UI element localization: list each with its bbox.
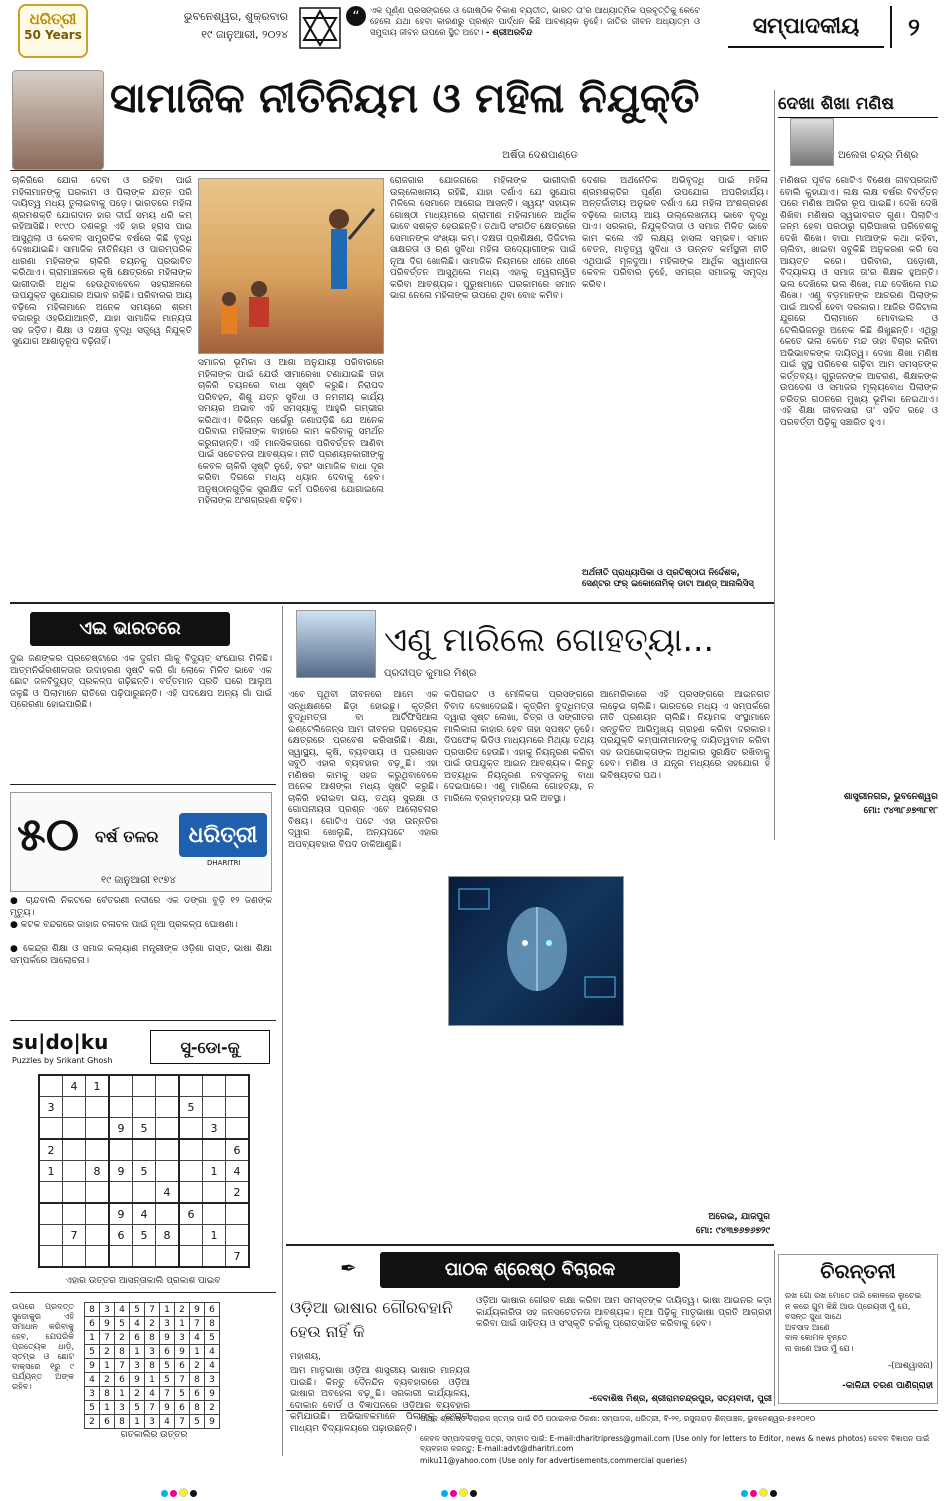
sudoku-row	[39, 1161, 249, 1182]
solution-cell: 1	[85, 1331, 100, 1345]
contact-line-3: miku11@yahoo.com (Use only for advertisements,commercial queries)	[420, 1456, 688, 1465]
solution-cell: 1	[190, 1345, 205, 1359]
logo-badge: 50 Years	[24, 28, 82, 42]
sudoku-row	[39, 1075, 249, 1097]
sudoku-cell	[86, 1097, 110, 1118]
sudoku-cell	[39, 1246, 63, 1268]
solution-cell: 5	[130, 1303, 145, 1317]
sudoku-cell: 2	[39, 1139, 63, 1161]
solution-cell: 2	[115, 1331, 130, 1345]
sudoku-cell	[133, 1139, 156, 1161]
ai-headline: ଏଣୁ ମାରିଲେ ଗୋହତ୍ୟା...	[384, 620, 714, 659]
section-title: ସମ୍ପାଦକୀୟ	[728, 6, 884, 48]
sudoku-row	[39, 1246, 249, 1268]
sudoku-cell	[203, 1139, 226, 1161]
sudoku-cell	[109, 1246, 133, 1268]
solution-cell: 6	[100, 1415, 115, 1429]
sudoku-cell: 8	[156, 1225, 180, 1246]
solution-cell: 3	[175, 1331, 190, 1345]
solution-row	[85, 1401, 220, 1415]
sudoku-cell	[156, 1203, 180, 1225]
sudoku-cell	[203, 1182, 226, 1204]
solution-grid	[84, 1302, 220, 1429]
solution-cell: 7	[160, 1387, 175, 1401]
solution-cell: 3	[115, 1401, 130, 1415]
solution-cell: 2	[190, 1359, 205, 1373]
sudoku-row	[39, 1225, 249, 1246]
sudoku-cell	[203, 1075, 226, 1097]
chirantani-title: ଚିରନ୍ତନୀ	[820, 1259, 896, 1283]
sudoku-cell	[63, 1097, 86, 1118]
star-emblem-icon	[298, 6, 342, 50]
solution-cell: 2	[130, 1387, 145, 1401]
sudoku-cell	[179, 1118, 203, 1140]
right-phone: ମୋ: ୯୪୩୮୬୭୩୮୧୮	[863, 806, 938, 816]
solution-cell: 6	[85, 1317, 100, 1331]
author-photo-alekh	[790, 118, 834, 166]
sudoku-cell: 7	[226, 1246, 250, 1268]
sudoku-row	[39, 1203, 249, 1225]
solution-cell: 5	[190, 1415, 205, 1429]
sudoku-cell	[39, 1075, 63, 1097]
solution-cell: 9	[85, 1359, 100, 1373]
chirantani-source: -(ଆଶ୍ୱାସନା)	[888, 1361, 933, 1371]
sudoku-cell	[156, 1246, 180, 1268]
registration-marks-center	[440, 1482, 478, 1501]
sudoku-logo: su|do|ku	[12, 1030, 109, 1054]
sudoku-cell	[39, 1182, 63, 1204]
sudoku-cell: 4	[226, 1161, 250, 1182]
right-author: ଅଲେଖ ଚନ୍ଦ୍ର ମିଶ୍ର	[838, 150, 919, 161]
sudoku-cell	[39, 1118, 63, 1140]
solution-cell: 1	[175, 1317, 190, 1331]
solution-cell: 3	[160, 1317, 175, 1331]
fifty-item-3: ● କେନ୍ଦ୍ର ଶିକ୍ଷା ଓ ସମାଜ କଲ୍ୟାଣ ମନ୍ତ୍ରୀଙ୍କ ଓଡ଼ିଶା ଗସ୍ତ, ଭାଷା ଶିକ୍ଷା ସମ୍ପର୍କରେ ଆଲୋଚନା।	[10, 944, 272, 966]
solution-cell: 5	[130, 1401, 145, 1415]
ai-credit: ଅରେଇ, ଯାଜପୁର	[708, 1212, 770, 1222]
sudoku-row	[39, 1139, 249, 1161]
sudoku-row	[39, 1182, 249, 1204]
solution-cell: 5	[175, 1387, 190, 1401]
solution-cell: 2	[100, 1345, 115, 1359]
solution-cell: 8	[100, 1387, 115, 1401]
solution-cell: 5	[205, 1331, 220, 1345]
solution-cell: 6	[115, 1373, 130, 1387]
solution-cell: 7	[175, 1373, 190, 1387]
sudoku-cell: 4	[133, 1203, 156, 1225]
solution-cell: 9	[160, 1331, 175, 1345]
sudoku-cell: 3	[39, 1097, 63, 1118]
sudoku-cell	[179, 1075, 203, 1097]
solution-cell: 4	[115, 1303, 130, 1317]
solution-cell: 4	[145, 1387, 160, 1401]
solution-cell: 3	[145, 1345, 160, 1359]
solution-cell: 1	[115, 1387, 130, 1401]
sudoku-cell	[156, 1161, 180, 1182]
sudoku-cell	[39, 1225, 63, 1246]
sudoku-cell	[156, 1118, 180, 1140]
solution-row	[85, 1317, 220, 1331]
solution-cell: 3	[130, 1359, 145, 1373]
sudoku-cell	[179, 1139, 203, 1161]
fifty-item-2: ● କଟକ ବନ୍ଦରରେ ଜାହାଜ ଚଳାଚଳ ପାଇଁ ନୂଆ ପ୍ରକଳ୍ପ ଘୋଷଣା।	[10, 920, 238, 930]
sudoku-cell: 1	[86, 1075, 110, 1097]
author-photo-pradipta	[296, 610, 376, 678]
sudoku-cell: 5	[133, 1161, 156, 1182]
solution-cell: 2	[175, 1303, 190, 1317]
sudoku-cell	[179, 1161, 203, 1182]
solution-cell: 4	[190, 1331, 205, 1345]
chirantani-poem: ରଖ ଗୋ ରଖ ମୋତେ ତାରି କୋଳରେ ଲୁଚେଇ ନ କରେ ଗୁମ କିଛି ଆଉ ପ୍ରେୟସୀ ମୁଁ ଯେ, ବସନ୍ତ ସୁଧା ସାଥେ ଅବସାଦ ଆଣେ ବାଳ କୋମଳ ବୃନ୍ତେ ନା ଜାଣେ ଆଉ ମୁଁ ଯେ।	[785, 1291, 922, 1353]
solution-cell: 5	[160, 1373, 175, 1387]
fifty-date: ୧୯ ଜାନୁଆରୀ ୧୯୭୪	[101, 875, 176, 886]
sudoku-cell	[63, 1182, 86, 1204]
solution-cell: 9	[175, 1345, 190, 1359]
solution-cell: 4	[160, 1415, 175, 1429]
pathaka-salutation: ମହାଶୟ,	[290, 1352, 322, 1362]
lead-col-2: ସମାଜର ଭୂମିକା ଓ ଆଶା ଅନୁଯାୟୀ ପରିବାରରେ ମହିଳାଙ୍କ ପାଇଁ ଯେଉଁ ସୀମାରେଖା ଟଣାଯାଇଛି ତାହା ଚାକିରି ଚୟନରେ ବାଧା ସୃଷ୍ଟି କରୁଛି। ନିରାପଦ ପରିବହନ, ଶିଶୁ ଯତ୍ନ ସୁବିଧା ଓ ନମନୀୟ କାର୍ଯ୍ୟ ସମୟର ଅଭାବ ଏହି ସମସ୍ୟାକୁ ଆହୁରି ଗମ୍ଭୀର କରିଥାଏ। ବିଭିନ୍ନ ସର୍ଭେରୁ ଜଣାପଡ଼ିଛି ଯେ ଅନେକ ପରିବାର ମହିଳାଙ୍କ ବାହାରେ କାମ କରିବାକୁ ସମର୍ଥନ କରୁନାହାନ୍ତି। ଏହି ମାନସିକତାରେ ପରିବର୍ତ୍ତନ ଆଣିବା ପାଇଁ ସଚେତନତା ଆବଶ୍ୟକ। ନୀତି ପ୍ରଣୟନକାରୀଙ୍କୁ କେବଳ ଚାକିରି ସୃଷ୍ଟି ନୁହେଁ, ବରଂ ସାମାଜିକ ବାଧା ଦୂର କରିବା ଦିଗରେ ମଧ୍ୟ ଧ୍ୟାନ ଦେବାକୁ ହେବ। ଅନୁଷ୍ଠାନଗୁଡ଼ିକ ସୁରକ୍ଷିତ କର୍ମ ପରିବେଶ ଯୋଗାଇଲେ ମହିଳାଙ୍କ ଅଂଶଗ୍ରହଣ ବଢ଼ିବ।	[198, 358, 384, 506]
sudoku-grid	[38, 1074, 250, 1268]
ai-col-1: ଏବେ ପୃଥିବୀ ଜୀବନରେ ଆମେ ଏକ ସନ୍ଧିକ୍ଷଣରେ ଛିଡ଼ା ହୋଇଛୁ। କୃତ୍ରିମ ବୁଦ୍ଧିମତ୍ତା ବା ଆର୍ଟିଫିସିଆଲ ଇଣ୍ଟେଲିଜେନ୍ସ ଆମ ଜୀବନର ପ୍ରତ୍ୟେକ କ୍ଷେତ୍ରରେ ପ୍ରବେଶ କରିସାରିଛି। ଶିକ୍ଷା, ସ୍ୱାସ୍ଥ୍ୟ, କୃଷି, ବ୍ୟବସାୟ ଓ ପ୍ରଶାସନ ସବୁଠି ଏହାର ବ୍ୟବହାର ବଢ଼ୁଛି। ଏହା ମଣିଷର କାମକୁ ସହଜ କରୁଥିବାବେଳେ ଅନେକ ଆଶଙ୍କା ମଧ୍ୟ ସୃଷ୍ଟି କରୁଛି। ଚାକିରି ହରାଇବା ଭୟ, ତଥ୍ୟ ସୁରକ୍ଷା ଓ ଗୋପନୀୟତା ପ୍ରଶ୍ନ ଏବେ ଆଲୋଚନାର ବିଷୟ। ଗୋଟିଏ ପଟେ ଏହା ଉନ୍ନତିର ଦ୍ୱାର ଖୋଲୁଛି, ଅନ୍ୟପଟେ ଏହାର ଅପବ୍ୟବହାର ବିପଦ ଡାକିଆଣୁଛି।	[288, 690, 438, 850]
sudoku-cell	[179, 1246, 203, 1268]
solution-cell: 9	[205, 1387, 220, 1401]
solution-cell: 6	[190, 1387, 205, 1401]
solution-cell: 3	[205, 1373, 220, 1387]
sudoku-cell: 9	[109, 1161, 133, 1182]
sudoku-cell: 5	[133, 1225, 156, 1246]
sudoku-cell	[63, 1161, 86, 1182]
sudoku-cell	[226, 1225, 250, 1246]
sudoku-cell	[133, 1182, 156, 1204]
sudoku-cell	[63, 1203, 86, 1225]
solution-cell: 3	[145, 1415, 160, 1429]
solution-grid-wrap	[84, 1302, 220, 1429]
sudoku-cell: 9	[109, 1118, 133, 1140]
sudoku-cell: 3	[203, 1118, 226, 1140]
sudoku-cell	[203, 1097, 226, 1118]
solution-cell: 9	[160, 1401, 175, 1415]
sudoku-cell: 1	[203, 1225, 226, 1246]
solution-cell: 7	[100, 1331, 115, 1345]
sudoku-cell	[133, 1246, 156, 1268]
sudoku-cell: 1	[39, 1161, 63, 1182]
solution-cell: 2	[205, 1401, 220, 1415]
lead-col-3: ରୋଜଗାର ଯୋଜନାରେ ମହିଳାଙ୍କ ଭାଗୀଦାରି ଉଲ୍ଲେଖନୀୟ ରହିଛି, ଯାହା ଦର୍ଶାଏ ଯେ ସୁଯୋଗ ମିଳିଲେ ସେମାନେ ଆଗେଇ ଆସନ୍ତି। ସ୍ୱୟଂ ସହାୟକ ଗୋଷ୍ଠୀ ମାଧ୍ୟମରେ ଗ୍ରାମୀଣ ମହିଳାମାନେ ଆର୍ଥିକ ଭାବେ ସଶକ୍ତ ହେଉଛନ୍ତି। ତଥାପି ସଂଗଠିତ କ୍ଷେତ୍ରରେ ସେମାନଙ୍କ ସଂଖ୍ୟା କମ୍। ଦକ୍ଷତା ପ୍ରଶିକ୍ଷଣ, ଡିଜିଟାଲ ସାକ୍ଷରତା ଓ ଋଣ ସୁବିଧା ମହିଳା ଉଦ୍ୟୋଗୀଙ୍କ ପାଇଁ ନୂଆ ଦିଗ ଖୋଲିଛି। ସାମାଜିକ ନିୟମରେ ଧୀରେ ଧୀରେ ପରିବର୍ତ୍ତନ ଆସୁଥିଲେ ମଧ୍ୟ ଏହାକୁ ତ୍ୱରାନ୍ୱିତ କରିବା ଆବଶ୍ୟକ। ପୁରୁଷମାନେ ଘରକାମରେ ସମାନ ଭାଗ ନେଲେ ମହିଳାଙ୍କ ଉପରେ ଥିବା ବୋଝ କମିବ।	[390, 176, 576, 301]
ai-col-2b	[444, 1032, 770, 1222]
solution-row	[85, 1303, 220, 1317]
sudoku-cell	[63, 1139, 86, 1161]
solution-cell: 1	[130, 1415, 145, 1429]
sudoku-cell	[133, 1075, 156, 1097]
solution-cell: 7	[175, 1415, 190, 1429]
sudoku-cell	[109, 1182, 133, 1204]
masthead-city-day: ଭୁବନେଶ୍ୱର, ଶୁକ୍ରବାର	[183, 10, 288, 23]
solution-row	[85, 1415, 220, 1429]
masthead-quote: ଏକ ପୂର୍ଣ୍ଣ ପ୍ରସଙ୍ଗରେ ଓ ଗୋଷ୍ଠିକ ବିକାଶ ବ୍ୟତୀତ, ଭାରତ ତା'ର ଆଧ୍ୟାତ୍ମିକ ପ୍ରବୃତ୍ତିକୁ କେବେ ହେଲେ ଯଥା ହେବା କାରଣରୁ ପ୍ରଶ୍ନ ପାର୍ଦ୍ଧନ କିଛି ଆବଶ୍ୟକ ନୁହେଁ। ଜାତିର ଜୀବନ ଅଧ୍ୟାତ୍ମ ଓ ସମୁଦାୟ ଜୀବନ ଉପରେ ସ୍ଥିତ ଅଟେ। - ଶ୍ରୀଅରବିନ୍ଦ	[370, 6, 700, 38]
sudoku-cell: 6	[226, 1139, 250, 1161]
fifty-years-box	[10, 792, 272, 892]
solution-cell: 5	[160, 1359, 175, 1373]
women-labour-photo	[198, 178, 384, 354]
sudoku-cell	[86, 1203, 110, 1225]
sudoku-cell	[86, 1225, 110, 1246]
solution-cell: 9	[205, 1415, 220, 1429]
sudoku-cell	[86, 1118, 110, 1140]
sudoku-cell	[203, 1203, 226, 1225]
sudoku-title: ସୁ-ଡୋ-କୁ	[150, 1030, 270, 1064]
right-credit: ଶାସ୍ତ୍ରୀନଗର, ଭୁବନେଶ୍ୱର	[843, 792, 938, 802]
sudoku-cell	[156, 1097, 180, 1118]
right-body: ମଣିଷର ପୂର୍ବଜ ଗୋଟିଏ ବିଶେଷ ଜୀବପ୍ରଜାତି ବୋଲି କୁହାଯାଏ। ଲକ୍ଷ ଲକ୍ଷ ବର୍ଷର ବିବର୍ତ୍ତନ ପରେ ମଣିଷ ଆଜିର ରୂପ ପାଇଛି। ଦେଖି ଦେଖି ଶିଖିବା ମଣିଷର ସ୍ୱଭାବଗତ ଗୁଣ। ପିଲାଟିଏ ଜନ୍ମ ହେବା ପରଠାରୁ ଚାରିପାଖର ପରିବେଶକୁ ଦେଖି ଶିଖେ। ବାପା ମାଆଙ୍କ କଥା କହିବା, ଚାଲିବା, ଖାଇବା ସବୁକିଛି ଅନୁକରଣ କରି ସେ ଆୟତ୍ତ କରେ। ପରିବାର, ପଡ଼ୋଶୀ, ବିଦ୍ୟାଳୟ ଓ ସମାଜ ତା'ର ଶିକ୍ଷକ ହୁଅନ୍ତି। ଭଲ ଦେଖିଲେ ଭଲ ଶିଖେ, ମନ୍ଦ ଦେଖିଲେ ମନ୍ଦ ଶିଖେ। ଏଣୁ ବଡ଼ମାନଙ୍କ ଆଚରଣ ପିଲାଙ୍କ ପାଇଁ ଆଦର୍ଶ ହେବା ଦରକାର। ଆଜିର ଡିଜିଟାଲ ଯୁଗରେ ପିଲାମାନେ ମୋବାଇଲ ଓ ଟେଲିଭିଜନରୁ ଅନେକ କିଛି ଶିଖୁଛନ୍ତି। ଏଥିରୁ କେତେ ଭଲ କେତେ ମନ୍ଦ ତାହା ବିଚାର କରିବା ଅଭିଭାବକଙ୍କ ଦାୟିତ୍ୱ। ଦେଖା ଶିଖା ମଣିଷ ପାଇଁ ସୁସ୍ଥ ପରିବେଶ ଗଢ଼ିବା ଆମ ସମସ୍ତଙ୍କ କର୍ତ୍ତବ୍ୟ। ଗୁରୁଜନଙ୍କ ଆଚରଣ, ଶିକ୍ଷକଙ୍କ ଉପଦେଶ ଓ ସମାଜର ମୂଲ୍ୟବୋଧ ପିଲାଙ୍କ ଚରିତ୍ର ଗଠନରେ ମୁଖ୍ୟ ଭୂମିକା ନେଇଥାଏ। ଏହି ଶିକ୍ଷା ଜୀବନସାରା ତା' ସହିତ ରହେ ଓ ପରବର୍ତ୍ତୀ ପିଢ଼ିକୁ ସଞ୍ଚାରିତ ହୁଏ।	[780, 176, 938, 428]
contact-line-1: ପାଠକ ଶ୍ରେଷ୍ଠ ବିଚାରକ ସ୍ତମ୍ଭ ପାଇଁ ଚିଠି ପଠାଇବାର ଠିକଣା: ସମ୍ପାଦକ, ଧରିତ୍ରୀ, ବି-୨୧, ରସୁଲଗଡ଼ ଶିଳ୍ପାଞ୍ଚଳ, ଭୁବନେଶ୍ୱର-୭୫୧୦୧୦	[420, 1414, 816, 1423]
solution-cell: 2	[145, 1317, 160, 1331]
solution-cell: 4	[85, 1373, 100, 1387]
sudoku-cell	[86, 1139, 110, 1161]
sudoku-cell: 6	[179, 1203, 203, 1225]
solution-cell: 6	[205, 1303, 220, 1317]
sudoku-cell	[179, 1225, 203, 1246]
sudoku-cell	[226, 1203, 250, 1225]
fifty-label: ବର୍ଷ ତଳର	[95, 827, 159, 846]
solution-cell: 1	[130, 1345, 145, 1359]
quote-author: - ଶ୍ରୀଅରବିନ୍ଦ	[485, 28, 533, 38]
solution-intro: ଉପରେ ପ୍ରଦତ୍ତ ସୁଡୋକୁର ଏହି ସମାଧାନ କରିବାକୁ ହେବ, ଯେପରିକି ପ୍ରତ୍ୟେକ ଧାଡ଼ି, ସ୍ତମ୍ଭ ଓ ଛୋଟ ବାକ୍ସରେ ୧ରୁ ୯ ପର୍ଯ୍ୟନ୍ତ ଅଙ୍କ ରହିବ।	[12, 1302, 74, 1391]
solution-cell: 8	[115, 1345, 130, 1359]
quote-icon: “	[346, 6, 366, 26]
solution-cell: 7	[145, 1401, 160, 1415]
solution-caption: ଗତକାଲିର ଉତ୍ତର	[120, 1430, 188, 1440]
solution-row	[85, 1345, 220, 1359]
solution-cell: 5	[115, 1317, 130, 1331]
solution-cell: 9	[130, 1373, 145, 1387]
sudoku-cell	[109, 1097, 133, 1118]
ei-bharatare-body: ଦୁଇ ଜଣଙ୍କର ପ୍ରଚେଷ୍ଟାରେ ଏକ ଦୁର୍ଗମ ଗାଁକୁ ବିଦ୍ୟୁତ୍ ସଂଯୋଗ ମିଳିଛି। ଆତ୍ମନିର୍ଭରଶୀଳତାର ଉଦାହରଣ ସୃଷ୍ଟି କରି ଗାଁ ଲୋକେ ମିଳିତ ଭାବେ ଏକ ଛୋଟ ଜଳବିଦ୍ୟୁତ୍ ପ୍ରକଳ୍ପ ଗଢ଼ିଛନ୍ତି। ବର୍ତ୍ତମାନ ପ୍ରତି ଘରେ ଆଲୁଅ ଜଳୁଛି ଓ ପିଲାମାନେ ରାତିରେ ପଢ଼ିପାରୁଛନ୍ତି। ଏହି ପଦକ୍ଷେପ ଅନ୍ୟ ଗାଁ ପାଇଁ ପ୍ରେରଣା ହୋଇପାରିଛି।	[10, 654, 272, 710]
right-headline: ଦେଖା ଶିଖା ମଣିଷ	[778, 94, 938, 118]
pathaka-headline: ଓଡ଼ିଆ ଭାଷାର ଗୌରବହାନି ହେଉ ନାହିଁ କି	[290, 1298, 453, 1341]
sudoku-byline: Puzzles by Srikant Ghosh	[12, 1056, 113, 1065]
author-photo-arshita	[12, 70, 104, 170]
solution-cell: 6	[160, 1345, 175, 1359]
sudoku-cell	[226, 1075, 250, 1097]
lead-col-1: ଚାକିରିରେ ଯୋଗ ଦେବା ଓ ରହିବା ପାଇଁ ମହିଳାମାନଙ୍କୁ ଘରକାମ ଓ ପିଲାଙ୍କ ଯତ୍ନ ପରି ଦାୟିତ୍ୱ ମଧ୍ୟ ତୁଲାଇବାକୁ ପଡ଼େ। ଭାରତରେ ମହିଳା ଶ୍ରମଶକ୍ତି ଯୋଗଦାନ ହାର ଦୀର୍ଘ ସମୟ ଧରି କମ୍ ରହିଆସିଛି। ୧୯୯୦ ଦଶକରୁ ଏହି ହାର ହ୍ରାସ ପାଇ ଆସୁଥିଲା ଓ କେବଳ ସାମ୍ପ୍ରତିକ ବର୍ଷରେ କିଛି ବୃଦ୍ଧି ଦେଖାଯାଇଛି। ସାମାଜିକ ନୀତିନିୟମ ଓ ପାରମ୍ପରିକ ଧାରଣା ମହିଳାଙ୍କ ଚାକିରି ଚୟନକୁ ପ୍ରଭାବିତ କରିଥାଏ। ଗ୍ରାମାଞ୍ଚଳରେ କୃଷି କ୍ଷେତ୍ରରେ ମହିଳାଙ୍କ ଭାଗୀଦାରି ଅଧିକ ହେଉଥିବାବେଳେ ସହରାଞ୍ଚଳରେ ଉପଯୁକ୍ତ ସୁଯୋଗର ଅଭାବ ରହିଛି। ପରିବାରର ଆୟ ବଢ଼ିଲେ ମହିଳାମାନେ ଅନେକ ସମୟରେ ଶ୍ରମ ବଜାରରୁ ଓହରିଯାଆନ୍ତି, ଯାହା ସାମାଜିକ ମାନ୍ୟତା ସହ ଜଡ଼ିତ। ଶିକ୍ଷା ଓ ଦକ୍ଷତା ବୃଦ୍ଧି ସତ୍ତ୍ୱେ ନିଯୁକ୍ତି ସୁଯୋଗ ଆଶାନୁରୂପ ବଢ଼ିନାହିଁ।	[12, 176, 192, 347]
solution-cell: 6	[175, 1401, 190, 1415]
solution-cell: 1	[100, 1401, 115, 1415]
solution-cell: 4	[205, 1359, 220, 1373]
sudoku-cell	[109, 1139, 133, 1161]
solution-cell: 1	[100, 1359, 115, 1373]
ai-phone: ମୋ: ୯୪୩୭୬୭୬୭୨୯	[695, 1226, 770, 1236]
solution-cell: 8	[145, 1359, 160, 1373]
sudoku-cell: 6	[109, 1225, 133, 1246]
solution-row	[85, 1373, 220, 1387]
sudoku-cell	[86, 1246, 110, 1268]
solution-cell: 3	[85, 1387, 100, 1401]
ei-bharatare-banner: ଏଇ ଭାରତରେ	[30, 612, 230, 646]
sudoku-cell	[63, 1118, 86, 1140]
lead-headline: ସାମାଜିକ ନୀତିନିୟମ ଓ ମହିଳା ନିଯୁକ୍ତି	[110, 74, 700, 122]
sudoku-cell: 7	[63, 1225, 86, 1246]
solution-cell: 7	[145, 1303, 160, 1317]
pathaka-col-1: ଆମ ମାତୃଭାଷା ଓଡ଼ିଆ ଶାସ୍ତ୍ରୀୟ ଭାଷାର ମାନ୍ୟତା ପାଇଛି। କିନ୍ତୁ ଦୈନନ୍ଦିନ ବ୍ୟବହାରରେ ଓଡ଼ିଆ ଭାଷାର ଅବହେଳା ବଢ଼ୁଛି। ସରକାରୀ କାର୍ଯ୍ୟାଳୟ, ଦୋକାନ ବୋର୍ଡ ଓ ବିଜ୍ଞାପନରେ ଓଡ଼ିଆର ବ୍ୟବହାର କମିଯାଉଛି। ଅଭିଭାବକମାନେ ପିଲାଙ୍କୁ ଇଂରାଜୀ ମାଧ୍ୟମ ବିଦ୍ୟାଳୟରେ ପଢ଼ାଉଛନ୍ତି।	[290, 1366, 470, 1434]
solution-cell: 1	[160, 1303, 175, 1317]
solution-cell: 1	[145, 1373, 160, 1387]
sudoku-cell	[109, 1075, 133, 1097]
sudoku-note: ଏହାର ଉତ୍ତର ଆସନ୍ତାକାଲି ପ୍ରକାଶ ପାଇବ	[65, 1276, 221, 1286]
sudoku-cell	[39, 1203, 63, 1225]
sudoku-cell	[203, 1246, 226, 1268]
fifty-number: ୫୦	[17, 807, 80, 861]
fifty-brand-sub: DHARITRI	[207, 859, 241, 867]
sudoku-cell	[86, 1182, 110, 1204]
sudoku-cell	[156, 1075, 180, 1097]
solution-cell: 2	[85, 1415, 100, 1429]
solution-cell: 4	[130, 1317, 145, 1331]
solution-cell: 8	[190, 1373, 205, 1387]
chirantani-box	[778, 1254, 938, 1404]
solution-cell: 2	[100, 1373, 115, 1387]
ai-face-image	[448, 876, 624, 1026]
fifty-brand: ଧରିତ୍ରୀ	[179, 813, 267, 857]
pen-icon: ✒	[340, 1256, 357, 1280]
masthead-date: ୧୯ ଜାନୁଆରୀ, ୨୦୨୪	[201, 28, 288, 41]
solution-cell: 8	[145, 1331, 160, 1345]
lead-credit: ଅର୍ଥନୀତି ପ୍ରାଧ୍ୟାପିକା ଓ ପ୍ରତିଷ୍ଠାତା ନିର୍ଦ୍ଦେଶକ, ସେଣ୍ଟର ଫର୍ ଇକୋନୋମିକ୍ ଡାଟା ଆଣ୍ଡ୍ ଆନାଲିସିସ୍	[582, 568, 754, 589]
chirantani-poet: -କାଳିନ୍ଦୀ ଚରଣ ପାଣିଗ୍ରାହୀ	[842, 1381, 933, 1391]
sudoku-cell: 8	[86, 1161, 110, 1182]
solution-cell: 8	[205, 1317, 220, 1331]
sudoku-grid-wrap	[38, 1074, 250, 1268]
solution-cell: 5	[85, 1401, 100, 1415]
solution-cell: 9	[100, 1317, 115, 1331]
sudoku-cell: 5	[179, 1097, 203, 1118]
solution-cell: 4	[205, 1345, 220, 1359]
ai-col-3: ଆମେରିକାରେ ଏହି ପ୍ରସଙ୍ଗରେ ଆଇନଗତ ଲଢ଼େଇ ଚାଲିଛି। ଭାରତରେ ମଧ୍ୟ ଏ ସମ୍ପର୍କରେ ନୀତି ପ୍ରଣୟନ ଚାଲିଛି। ନିୟାମକ ସଂସ୍ଥାମାନେ ସନ୍ତୁଳିତ ଆଭିମୁଖ୍ୟ ଗ୍ରହଣ କରିବା ଦରକାର। ପ୍ରଯୁକ୍ତି କମ୍ପାନୀମାନଙ୍କୁ ଦାୟିତ୍ୱବାନ କରିବା ସହ ଉପଭୋକ୍ତାଙ୍କ ଅଧିକାର ସୁରକ୍ଷିତ ରଖିବାକୁ ହେବ। ମଣିଷ ଓ ଯନ୍ତ୍ର ମଧ୍ୟରେ ସହଯୋଗ ହିଁ ଭବିଷ୍ୟତର ପଥ।	[600, 690, 770, 781]
contact-line-2: କେବଳ ସମ୍ପାଦକଙ୍କୁ ପତ୍ର, ସମ୍ବାଦ ପାଇଁ: E-mail:dharitripress@gmail.com (Use only for letters to Editor, news & news photos) କେବଳ ବିଜ୍ଞାପନ ପାଇଁ ବ୍ୟବହାର କରନ୍ତୁ: E-mail:advt@dharitri.com	[420, 1434, 930, 1453]
solution-cell: 7	[115, 1359, 130, 1373]
pathaka-col-2: ଓଡ଼ିଆ ଭାଷାର ଗୌରବ ରକ୍ଷା କରିବା ଆମ ସମସ୍ତଙ୍କ ଦାୟିତ୍ୱ। ଭାଷା ଆଇନର କଡ଼ା କାର୍ଯ୍ୟକାରିତା ସହ ଜନସଚେତନତା ଆବଶ୍ୟକ। ନୂଆ ପିଢ଼ିକୁ ମାତୃଭାଷା ପ୍ରତି ଆଗ୍ରହୀ କରିବା ପାଇଁ ସାହିତ୍ୟ ଓ ସଂସ୍କୃତି ଚର୍ଚ୍ଚାକୁ ପ୍ରୋତ୍ସାହିତ କରିବାକୁ ହେବ।	[476, 1296, 772, 1329]
pathaka-banner: ପାଠକ ଶ୍ରେଷ୍ଠ ବିଚାରକ	[380, 1252, 680, 1288]
solution-cell: 9	[190, 1303, 205, 1317]
solution-cell: 8	[115, 1415, 130, 1429]
sudoku-cell	[156, 1139, 180, 1161]
solution-cell: 8	[85, 1303, 100, 1317]
ai-author: ପ୍ରଦୀପ୍ତ କୁମାର ମିଶ୍ର	[384, 668, 477, 679]
ai-col-2: କପିରାଇଟ ଓ ମୌଳିକତା ପ୍ରସଙ୍ଗରେ ବିବାଦ ଦେଖାଦେଇଛି। କୃତ୍ରିମ ବୁଦ୍ଧିମତ୍ତା ଦ୍ୱାରା ସୃଷ୍ଟ ଲେଖା, ଚିତ୍ର ଓ ସଙ୍ଗୀତର ମାଲିକାନା କାହାର ହେବ ତାହା ସ୍ପଷ୍ଟ ନୁହେଁ। ଡିପଫେକ୍ ଭିଡିଓ ମାଧ୍ୟମରେ ମିଥ୍ୟା ତଥ୍ୟ ପ୍ରସାରିତ ହେଉଛି। ଏହାକୁ ନିୟନ୍ତ୍ରଣ କରିବା ପାଇଁ ଉପଯୁକ୍ତ ଆଇନ ଆବଶ୍ୟକ। କିନ୍ତୁ ଅତ୍ୟଧିକ ନିୟନ୍ତ୍ରଣ ନବସୃଜନକୁ ବାଧା ଦେଇପାରେ। ଏଣୁ ମାରିଲେ ଗୋହତ୍ୟା, ନ ମାରିଲେ ବ୍ରହ୍ମହତ୍ୟା ଭଳି ଅବସ୍ଥା।	[444, 690, 594, 804]
solution-row	[85, 1387, 220, 1401]
sudoku-cell	[226, 1118, 250, 1140]
sudoku-cell: 9	[109, 1203, 133, 1225]
logo	[18, 4, 88, 58]
registration-marks-left	[160, 1482, 198, 1501]
registration-marks-right	[740, 1482, 778, 1501]
solution-cell: 6	[130, 1331, 145, 1345]
sudoku-cell	[179, 1182, 203, 1204]
lead-author: ଅର୍ଷିତା ଦେଶପାଣ୍ଡେ	[502, 150, 578, 161]
sudoku-cell: 4	[156, 1182, 180, 1204]
solution-cell: 5	[85, 1345, 100, 1359]
sudoku-cell: 1	[203, 1161, 226, 1182]
masthead	[0, 0, 945, 62]
solution-cell: 6	[175, 1359, 190, 1373]
solution-row	[85, 1331, 220, 1345]
solution-row	[85, 1359, 220, 1373]
sudoku-cell: 4	[63, 1075, 86, 1097]
sudoku-cell: 2	[226, 1182, 250, 1204]
sudoku-row	[39, 1097, 249, 1118]
lead-col-4: ଦେଶର ଅର୍ଥନୈତିକ ଅଭିବୃଦ୍ଧି ପାଇଁ ମହିଳା ଶ୍ରମଶକ୍ତିର ପୂର୍ଣ୍ଣ ଉପଯୋଗ ଅପରିହାର୍ଯ୍ୟ। ଅନ୍ତର୍ଜାତୀୟ ଅନୁଭବ ଦର୍ଶାଏ ଯେ ମହିଳା ଅଂଶଗ୍ରହଣ ବଢ଼ିଲେ ଜାତୀୟ ଆୟ ଉଲ୍ଲେଖନୀୟ ଭାବେ ବୃଦ୍ଧି ପାଏ। ସରକାର, ନିଯୁକ୍ତିଦାତା ଓ ସମାଜ ମିଳିତ ଭାବେ କାମ କଲେ ଏହି ଲକ୍ଷ୍ୟ ହାସଲ ସମ୍ଭବ। ସମାନ ବେତନ, ମାତୃତ୍ୱ ସୁବିଧା ଓ ଉନ୍ନତ କର୍ମସ୍ଥଳୀ ନୀତି ଏଥିପାଇଁ ମୂଳଦୁଆ। ମହିଳାଙ୍କ ଆର୍ଥିକ ସ୍ୱାଧୀନତା କେବଳ ପରିବାର ନୁହେଁ, ସମଗ୍ର ସମାଜକୁ ସମୃଦ୍ଧ କରିବ।	[582, 176, 768, 290]
logo-text: ଧରିତ୍ରୀ	[29, 10, 77, 28]
page-number: ୨	[890, 6, 936, 48]
sudoku-cell	[133, 1097, 156, 1118]
sudoku-cell	[63, 1246, 86, 1268]
pathaka-signature: -ଦେବାଶିଷ ମିଶ୍ର, ଶ୍ରୀରାମଚନ୍ଦ୍ରପୁର, ସତ୍ୟବାଦୀ, ପୁରୀ	[589, 1394, 772, 1404]
solution-cell: 3	[100, 1303, 115, 1317]
solution-cell: 7	[190, 1317, 205, 1331]
sudoku-cell	[226, 1097, 250, 1118]
sudoku-row	[39, 1118, 249, 1140]
solution-cell: 8	[190, 1401, 205, 1415]
sudoku-cell: 5	[133, 1118, 156, 1140]
fifty-item-1: ● ଚାନ୍ଦବାଲି ନିକଟରେ ବୈତରଣୀ ନଦୀରେ ଏକ ଡଙ୍ଗା ବୁଡ଼ି ୧୨ ଜଣଙ୍କ ମୃତ୍ୟୁ।	[10, 896, 272, 918]
